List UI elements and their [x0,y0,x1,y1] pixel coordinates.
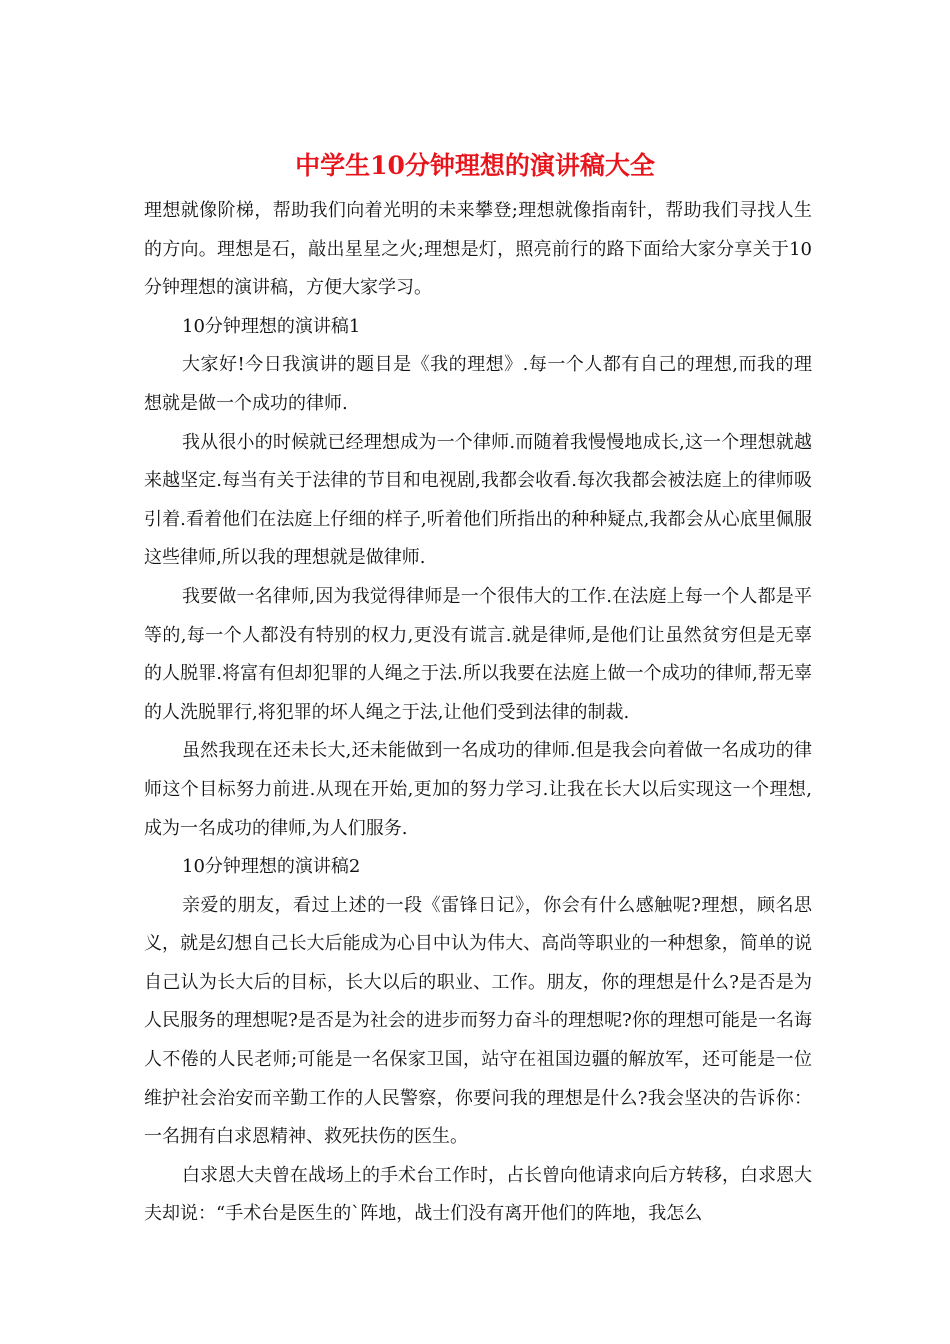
section-heading-1: 10分钟理想的演讲稿1 [182,315,361,337]
paragraph: 大家好!今日我演讲的题目是《我的理想》.每一个人都有自己的理想,而我的理想就是做一个成功的律师. [144,354,812,414]
document-title: 中学生10分钟理想的演讲稿大全 [295,151,655,180]
paragraph-intro: 理想就像阶梯，帮助我们向着光明的未来攀登;理想就像指南针，帮助我们寻找人生的方向。理想是石，敲出星星之火;理想是灯，照亮前行的路下面给大家分享关于10分钟理想的演讲稿，方便大家学习。 [144,200,812,299]
paragraph: 亲爱的朋友，看过上述的一段《雷锋日记》，你会有什么感触呢?理想，顾名思义，就是幻想自己长大后能成为心目中认为伟大、高尚等职业的一种想象，简单的说自己认为长大后的目标，长大以后的职业、工作。朋友，你的理想是什么?是否是为人民服务的理想呢?是否是为社会的进步而努力奋斗的理想呢?你的理想可能是一名诲人不倦的人民老师;可能是一名保家卫国，站守在祖国边疆的解放军，还可能是一位维护社会治安而辛勤工作的人民警察，你要问我的理想是什么?我会坚决的告诉你：一名拥有白求恩精神、救死扶伤的医生。 [144,894,812,1148]
paragraph: 我从很小的时候就已经理想成为一个律师.而随着我慢慢地成长,这一个理想就越来越坚定.每当有关于法律的节目和电视剧,我都会收看.每次我都会被法庭上的律师吸引着.看着他们在法庭上仔细的样子,听着他们所指出的种种疑点,我都会从心底里佩服这些律师,所以我的理想就是做律师. [144,431,812,569]
paragraph: 虽然我现在还未长大,还未能做到一名成功的律师.但是我会向着做一名成功的律师这个目标努力前进.从现在开始,更加的努力学习.让我在长大以后实现这一个理想,成为一名成功的律师,为人们服务. [144,740,812,839]
paragraph: 我要做一名律师,因为我觉得律师是一个很伟大的工作.在法庭上每一个人都是平等的,每一个人都没有特别的权力,更没有谎言.就是律师,是他们让虽然贫穷但是无辜的人脱罪.将富有但却犯罪的人绳之于法.所以我要在法庭上做一个成功的律师,帮无辜的人洗脱罪行,将犯罪的坏人绳之于法,让他们受到法律的制裁. [144,585,812,723]
paragraph: 白求恩大夫曾在战场上的手术台工作时，占长曾向他请求向后方转移，白求恩大夫却说：“手术台是医生的`阵地，战士们没有离开他们的阵地，我怎么 [144,1164,812,1225]
document-body [144,192,812,1234]
section-heading-2: 10分钟理想的演讲稿2 [182,856,361,878]
